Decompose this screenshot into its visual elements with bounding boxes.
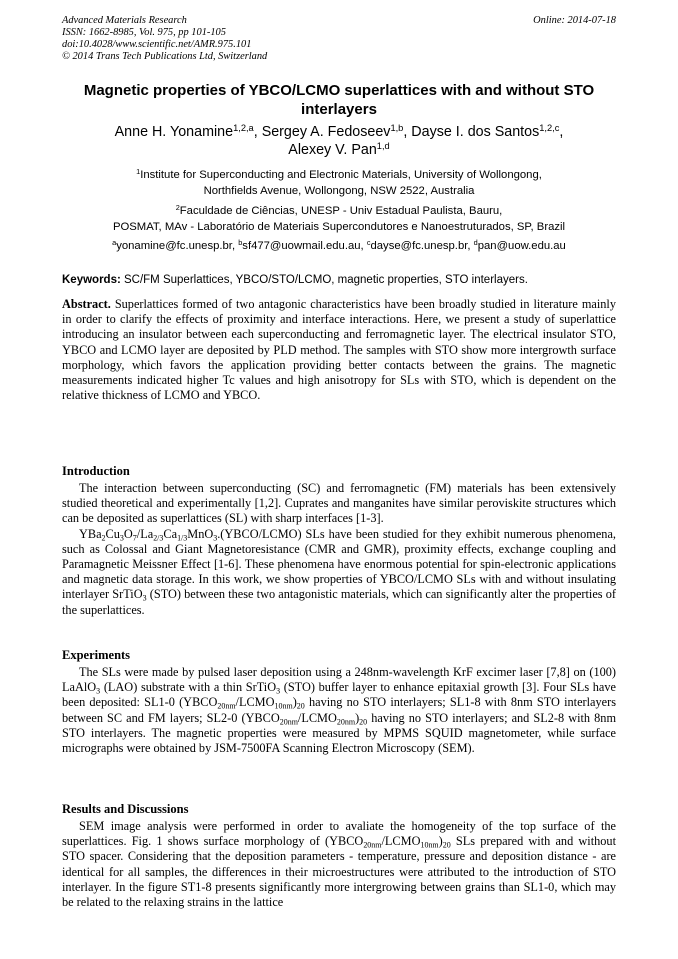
formula-part: O (123, 526, 133, 541)
paragraph-text: The SLs were made by pulsed laser deposition using a 248nm-wavelength KrF excimer laser [7,8] on (100) LaAlO (62, 665, 616, 695)
formula-sub: 7 (132, 533, 137, 542)
formula-part: /La (136, 526, 154, 541)
keywords (62, 273, 616, 288)
affiliation-2-line-2: POSMAT, MAv - Laboratório de Materiais Supercondutores e Nanoestruturados, SP, Brazil (112, 221, 566, 233)
affiliation-1 (62, 167, 616, 199)
author-emails: $^a$yonamine@fc.unesp.br, $^b$sf477@uowmail.edu.au, $^c$dayse@fc.unesp.br, $^d$pan@uow.edu.au (112, 237, 566, 252)
formula-sub: 3 (96, 686, 101, 696)
experiments-paragraph (62, 665, 616, 756)
email-a[interactable]: yonamine@fc.unesp.br (116, 240, 232, 252)
author-3: Dayse I. dos Santos (411, 124, 540, 140)
formula-sub: 10nm (274, 701, 293, 711)
formula-sub: 3 (119, 533, 124, 542)
formula-sub: 3 (142, 593, 147, 603)
experiments-section (62, 647, 616, 756)
author-1-affil: 1,2,a (233, 122, 254, 133)
formula-sub: 20nm (336, 717, 356, 726)
email-d-marker: d (473, 237, 478, 247)
paragraph-text: (LAO) substrate with a thin SrTiO (100, 680, 277, 695)
abstract (62, 297, 616, 403)
paragraph-text: having no STO interlayers; SL1-8 with 8nm STO interlayers between SC and FM layers; SL2-0 (YBCO (62, 695, 617, 725)
introduction-paragraph-2 (62, 527, 616, 618)
affiliation-2 (62, 203, 616, 235)
author-4-affil: 1,d (376, 140, 390, 151)
paragraph-text: SEM image analysis were performed in order to avaliate the homogeneity of the top surface of the superlattices. Fig. 1 shows surface morphology of (YBCO (62, 819, 616, 849)
paragraph-text: .(YBCO/LCMO) SLs have been studied for they exhibit numerous phenomena, such as Colossal and Giant Magnetoresistance (CMR and GMR), proximity effects, exchange coupling and Paramagnetic Meissner Effect [1-6]. These phenomena have enormous potential for spin-electronic applications and magnetic data storage. In this work, we show properties of YBCO/LCMO SLs with and without insulating interlayer SrTiO (62, 526, 616, 602)
introduction-heading: Introduction (62, 464, 130, 478)
formula-sub: 20 (359, 717, 368, 726)
affiliation-2-number: 2 (175, 202, 180, 212)
formula-sub: 20nm (363, 840, 382, 850)
journal-doi: doi:10.4028/www.scientific.net/AMR.975.101 (62, 39, 252, 50)
paragraph-text: /LCMO (381, 834, 421, 849)
author-3-affil: 1,2,c (539, 122, 560, 133)
email-b[interactable]: sf477@uowmail.edu.au (242, 240, 361, 252)
journal-copyright: © 2014 Trans Tech Publications Ltd, Switzerland (62, 51, 268, 62)
author-2-affil: 1,b (390, 122, 404, 133)
keywords-text: SC/FM Superlattices, YBCO/STO/LCMO, magnetic properties, STO interlayers. (120, 274, 528, 286)
results-heading: Results and Discussions (62, 802, 189, 816)
journal-name: Advanced Materials Research (62, 15, 187, 26)
paragraph-text: (STO) buffer layer to enhance epitaxial growth [3]. Four SLs have been deposited: SL1-0 (YBCO (62, 680, 616, 710)
affiliation-1-number: 1 (136, 166, 141, 176)
paragraph-text: SLs prepared with and without STO spacer. Considering that the deposition parameters - temperature, pressure and deposition distance - are identical for all samples, the differences in their microestructures were attributed to the introduction of STO interlayer. In the figure ST1-8 presents significantly more intergrowing between grains than SL1-0, which may be related to the relaxing strains in the lattice (62, 834, 616, 910)
formula-part: MnO (187, 526, 214, 541)
paper-title: Magnetic properties of YBCO/LCMO superlattices with and without STO interlayers (83, 82, 595, 118)
journal-header (62, 15, 616, 63)
journal-issn: ISSN: 1662-8985, Vol. 975, pp 101-105 (62, 27, 226, 38)
paragraph-text: ) (355, 710, 360, 725)
formula-part: Ca (163, 526, 178, 541)
email-b-marker: b (238, 237, 243, 247)
results-paragraph (62, 819, 616, 910)
formula-sub: 2/3 (153, 533, 164, 542)
author-1: Anne H. Yonamine (114, 124, 234, 140)
formula-part: Cu (105, 526, 120, 541)
results-section (62, 801, 616, 910)
paragraph-text: (STO) between these two antagonistic materials, which can significantly alter the properties of the superlattices. (62, 587, 616, 617)
keywords-label: Keywords: (62, 274, 121, 286)
email-a-marker: a (112, 237, 117, 247)
formula-sub: 3 (213, 533, 218, 542)
formula-sub: 20nm (217, 701, 236, 711)
author-2: Sergey A. Fedoseev (261, 124, 391, 140)
formula-sub: 10nm (420, 840, 439, 850)
abstract-label: Abstract. (62, 297, 111, 311)
experiments-heading: Experiments (62, 648, 131, 662)
introduction-paragraph-1: The interaction between superconducting (SC) and ferromagnetic (FM) materials has been extensively studied theoretical and experimentally [1,2]. Cuprates and manganites have similar peroviskite structures which can be deposited as superlattices (SL) with sharp interfaces [1-3]. (62, 481, 616, 526)
paragraph-text: ) (292, 695, 297, 710)
paragraph-text: having no STO interlayers; and SL2-8 with 8nm STO interlayers. The magnetic properties were measured by MPMS SQUID magnetometer, while surface micrographs were obtained by JSM-7500FA Scanning Electron Microscopy (SEM). (62, 710, 617, 756)
affiliation-1-line-2: Northfields Avenue, Wollongong, NSW 2522, Australia (203, 185, 475, 197)
email-c[interactable]: dayse@fc.unesp.br (370, 240, 468, 252)
email-c-marker: c (366, 237, 371, 247)
formula-sub: 20 (296, 701, 305, 711)
formula-sub: 3 (276, 686, 281, 696)
introduction-section (62, 463, 616, 618)
formula-sub: 20nm (279, 717, 298, 726)
paragraph-text: /LCMO (235, 695, 275, 710)
email-d[interactable]: pan@uow.edu.au (477, 240, 566, 252)
formula-sub: 20 (442, 840, 451, 850)
abstract-text: Superlattices formed of two antagonic characteristics have been broadly studied in literature mainly in order to clarify the effects of proximity and interface interactions. Here, we present a study of superlattice introducing an insulator between each superconducting and ferromagnetic layer. The electrical insulator STO, YBCO and LCMO layer are deposited by PLD method. The samples with STO show more intergrowth surface morphology, which favors the application providing better contacts between the grains. The magnetic measurements indicated higher Tc values and high anisotropy for SLs with STO, which is dependent on the relative thickness of LCMO and YBCO. (62, 297, 616, 403)
paragraph-text: /LCMO (297, 710, 337, 725)
affiliation-2-line-1: Faculdade de Ciências, UNESP - Univ Estadual Paulista, Bauru, (179, 205, 503, 217)
author-list: Anne H. Yonamine$^{1,2,a}$, Sergey A. Fedoseev$^{1,b}$, Dayse I. dos Santos$^{1,2,c}$, Alexey V. Pan$^{1,d}$ (114, 122, 564, 158)
formula-sub: 1/3 (177, 533, 188, 542)
author-4: Alexey V. Pan (288, 142, 377, 158)
online-date: Online: 2014-07-18 (533, 15, 616, 26)
affiliation-1-line-1: Institute for Superconducting and Electronic Materials, University of Wollongong, (140, 169, 542, 181)
paragraph-text: ) (438, 834, 443, 849)
formula-sub: 2 (101, 533, 106, 542)
formula-part: YBa (79, 526, 102, 541)
